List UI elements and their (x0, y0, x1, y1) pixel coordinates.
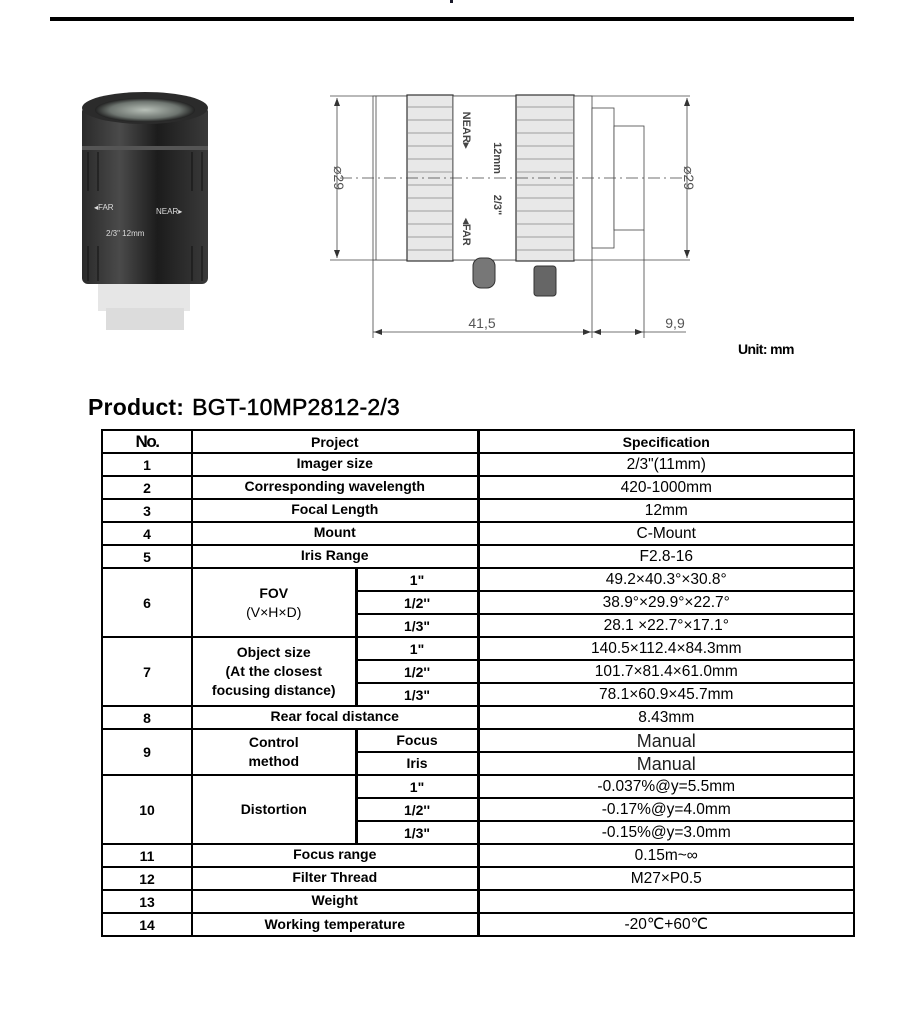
table-row: 11 Focus range 0.15m~∞ (102, 844, 854, 867)
dim-length: 41,5 (468, 315, 496, 331)
table-row: 3 Focal Length 12mm (102, 499, 854, 522)
product-title (88, 394, 400, 421)
far-label: ◂FAR (94, 203, 114, 212)
object-size-label: Object size (At the closest focusing distance) (192, 637, 356, 706)
far-label: ◂FAR (460, 218, 472, 246)
header-spec: Specification (478, 430, 854, 453)
unit-label: Unit: mm (738, 341, 794, 357)
header-mark (450, 0, 453, 3)
table-row: 1/2'' 38.9°×29.9°×22.7° (102, 591, 854, 614)
table-row: 1/2'' -0.17%@y=4.0mm (102, 798, 854, 821)
table-row: 2 Corresponding wavelength 420-1000mm (102, 476, 854, 499)
dim-mount: 9,9 (665, 315, 685, 331)
dim-right: ⌀29 (681, 165, 697, 191)
header-project: Project (192, 430, 478, 453)
lens-photo (76, 86, 214, 336)
table-row: 9 Control method Focus Manual (102, 729, 854, 752)
table-row: 6 FOV (V×H×D) 1" 49.2×40.3°×30.8° (102, 568, 854, 591)
dim-left: ⌀29 (331, 165, 347, 191)
product-model: BGT-10MP2812-2/3 (192, 394, 400, 420)
table-row: 1/3" 28.1 ×22.7°×17.1° (102, 614, 854, 637)
table-row: 1/3" 78.1×60.9×45.7mm (102, 683, 854, 706)
near-label: NEAR▸ (460, 111, 472, 149)
lens-dimension-drawing (310, 80, 710, 360)
table-row: 8 Rear focal distance 8.43mm (102, 706, 854, 729)
table-row: Iris Manual (102, 752, 854, 775)
table-row: 5 Iris Range F2.8-16 (102, 545, 854, 568)
svg-text:NEAR▸: NEAR▸ (156, 207, 183, 216)
svg-text:2/3" 12mm: 2/3" 12mm (106, 229, 145, 238)
spec-table (101, 429, 855, 937)
table-row: 4 Mount C-Mount (102, 522, 854, 545)
table-row: 12 Filter Thread M27×P0.5 (102, 867, 854, 890)
format-label: 2/3" (491, 194, 503, 216)
table-row: 1 Imager size 2/3"(11mm) (102, 453, 854, 476)
table-row: 14 Working temperature -20℃+60℃ (102, 913, 854, 936)
header-no: No. (102, 430, 192, 453)
header-rule (50, 17, 854, 21)
focal-label: 12mm (491, 142, 503, 174)
table-row: 1/2'' 101.7×81.4×61.0mm (102, 660, 854, 683)
table-header (102, 430, 854, 453)
table-row: 13 Weight (102, 890, 854, 913)
fov-label: FOV (V×H×D) (192, 568, 356, 637)
table-row: 1/3" -0.15%@y=3.0mm (102, 821, 854, 844)
table-row: 10 Distortion 1" -0.037%@y=5.5mm (102, 775, 854, 798)
control-method-label: Control method (192, 729, 356, 775)
product-label: Product: (88, 394, 185, 420)
table-row: 7 Object size (At the closest focusing distance) 1" 140.5×112.4×84.3mm (102, 637, 854, 660)
